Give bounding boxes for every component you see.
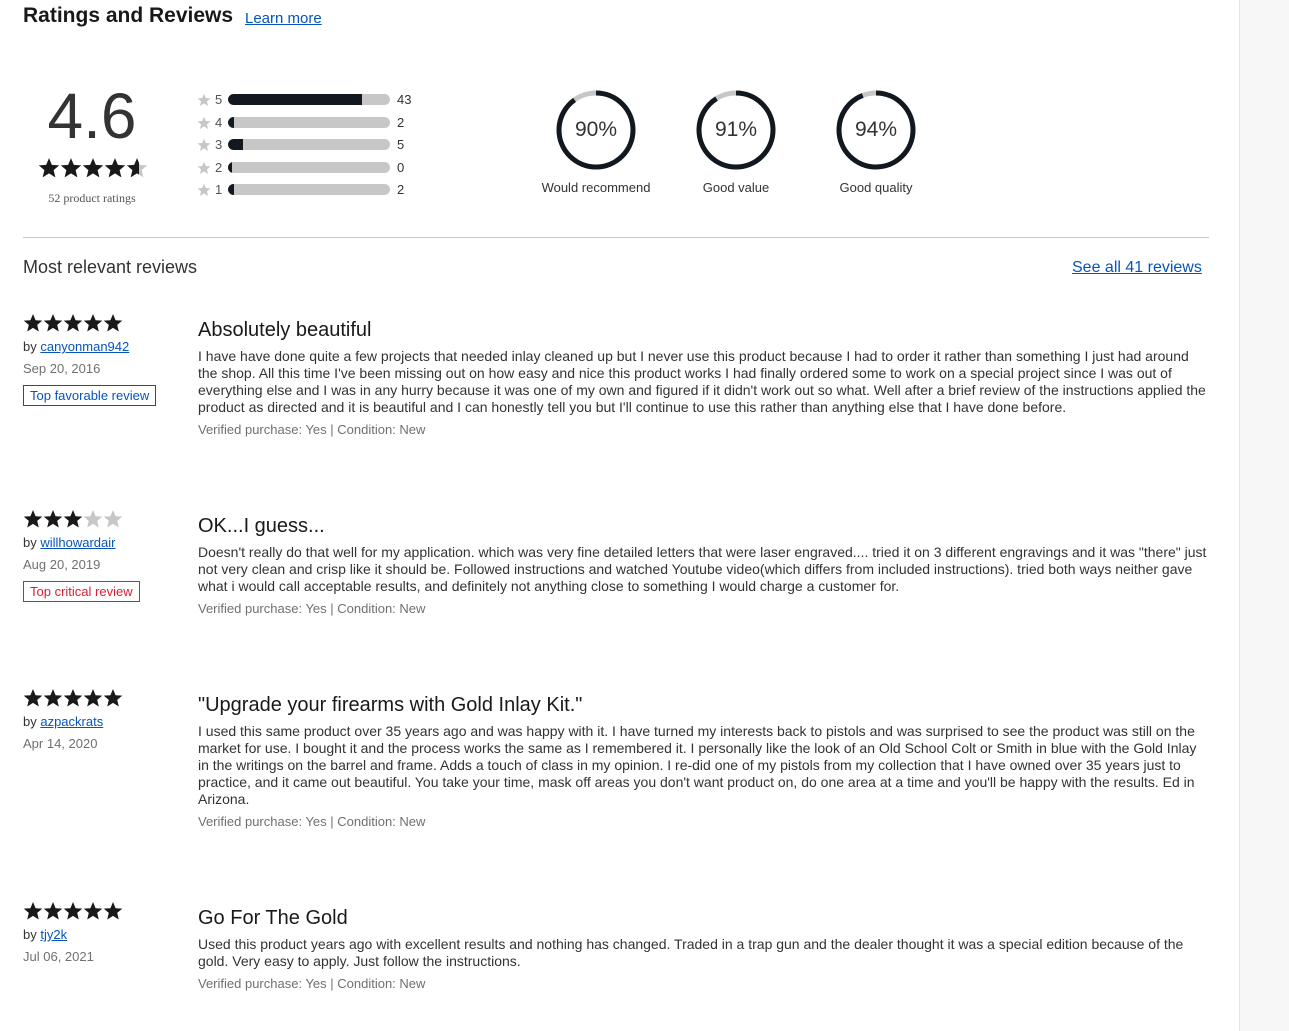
review-body: I have have done quite a few projects that needed inlay cleaned up but I never use this product because I had to order it rather than something I just had around the shop. All this time I've been missing out on how easy and nice this product works I had finally ordered some to work on a special project since I was out of everything else and I was in any hurry because it was one of my own and figured if it didn't work out so what. Well after a brief review of the instructions applied the product as directed and it is beautiful and I can honestly tell you but I'll continue to use this rather than anything else that I have done before. [198, 348, 1206, 415]
average-rating: 4.6 [47, 80, 137, 152]
star-icon [23, 313, 43, 333]
histogram-bar [228, 94, 390, 105]
review-author-line [23, 535, 115, 550]
histogram-row-1 [197, 181, 457, 199]
histogram-bar [228, 139, 390, 150]
star-icon [103, 509, 123, 529]
attribute-label: Good value [702, 180, 770, 195]
histogram-bar-fill [228, 94, 362, 105]
attribute-ring [835, 89, 917, 171]
star-icon [63, 901, 83, 921]
attribute-percent: 90% [574, 118, 618, 141]
average-stars [38, 157, 148, 179]
review-body: I used this same product over 35 years ago and was happy with it. I have turned my interests back to pistols and was surprised to see the product was still on the market for use. I bought it and the process works the same as I remembered it. I personally like the look of an Old School Colt or Smith in blue with the Gold Inlay in the writings on the barrel and frame. Adds a touch of class in my opinion. I re-did one of my pistols from my collection that I have owned over 35 years just to practice, and it came out beautiful. You take your time, mask off areas you don't want product on, do one area at a time and you'll be happy with the results. Ed in Arizona. [198, 723, 1197, 807]
star-icon [83, 509, 103, 529]
divider [23, 237, 1209, 238]
histogram-bar [228, 162, 390, 173]
attribute-percent: 94% [854, 118, 898, 141]
histogram-star-label: 2 [215, 159, 223, 175]
review-date: Jul 06, 2021 [23, 949, 94, 964]
ratings-count: 52 product ratings [48, 191, 136, 205]
histogram-bar-fill [228, 139, 243, 150]
attribute-label: Would recommend [541, 180, 651, 195]
review-title: Absolutely beautiful [198, 319, 372, 341]
histogram-bar [228, 184, 390, 195]
histogram-star-label: 1 [215, 182, 223, 197]
star-icon [43, 509, 63, 529]
by-label: by [23, 714, 41, 729]
review-author-link[interactable]: canyonman942 [40, 339, 130, 354]
most-relevant-heading: Most relevant reviews [23, 257, 198, 277]
histogram-row-3 [197, 136, 457, 154]
review-stars [23, 509, 123, 529]
review-title: OK...I guess... [198, 515, 325, 537]
histogram-count: 2 [397, 114, 405, 130]
review-meta: Verified purchase: Yes | Condition: New [198, 422, 426, 437]
star-icon [23, 509, 43, 529]
star-icon [23, 688, 43, 708]
review-stars [23, 901, 123, 921]
star-icon [83, 901, 103, 921]
review-stars [23, 688, 123, 708]
review-date: Sep 20, 2016 [23, 361, 101, 376]
histogram-bar-fill [228, 117, 234, 128]
histogram-count: 2 [397, 182, 405, 197]
histogram-count: 0 [397, 159, 405, 175]
histogram-row-4 [197, 114, 457, 132]
top-critical-badge: Top critical review [23, 581, 140, 602]
review-author-link[interactable]: azpackrats [40, 714, 104, 729]
learn-more-link[interactable]: Learn more [245, 10, 322, 27]
by-label: by [23, 927, 41, 942]
review-date: Aug 20, 2019 [23, 557, 101, 572]
star-icon [103, 901, 123, 921]
review-author-link[interactable]: willhowardair [40, 535, 116, 550]
review-date: Apr 14, 2020 [23, 736, 98, 751]
histogram-bar-fill [228, 184, 234, 195]
histogram-bar [228, 117, 390, 128]
star-icon [197, 93, 211, 107]
star-icon [63, 509, 83, 529]
histogram-bar-fill [228, 162, 232, 173]
review-title: Go For The Gold [198, 907, 348, 929]
review-author-line [23, 714, 103, 729]
review-author-line [23, 927, 67, 942]
by-label: by [23, 339, 41, 354]
star-icon [126, 157, 148, 179]
star-icon [43, 313, 63, 333]
star-icon [43, 688, 63, 708]
star-icon [197, 116, 211, 130]
star-icon [197, 161, 211, 175]
histogram-row-2 [197, 159, 457, 177]
star-icon [38, 157, 60, 179]
attribute-ring [695, 89, 777, 171]
attribute-label: Good quality [839, 180, 913, 195]
star-icon [197, 183, 211, 197]
page-gutter [1239, 0, 1289, 1031]
review-meta: Verified purchase: Yes | Condition: New [198, 814, 426, 829]
star-icon [43, 901, 63, 921]
star-icon [82, 157, 104, 179]
star-icon [83, 688, 103, 708]
by-label: by [23, 535, 41, 550]
review-author-line [23, 339, 129, 354]
histogram-star-label: 3 [215, 137, 223, 152]
see-all-reviews-link[interactable]: See all 41 reviews [1072, 259, 1202, 276]
review-stars [23, 313, 123, 333]
histogram-row-5 [197, 91, 457, 109]
star-icon [63, 688, 83, 708]
star-icon [60, 157, 82, 179]
star-icon [23, 901, 43, 921]
star-icon [197, 138, 211, 152]
histogram-star-label: 5 [215, 92, 223, 107]
star-icon [103, 688, 123, 708]
review-author-link[interactable]: tjy2k [40, 927, 68, 942]
review-meta: Verified purchase: Yes | Condition: New [198, 601, 426, 616]
histogram-count: 43 [397, 92, 412, 107]
review-body: Doesn't really do that well for my application. which was very fine detailed letters that were laser engraved.... tried it on 3 different engravings and it was "there" just not very clean and crisp like it should be. Followed instructions and watched Youtube video(which differs from included instructions). tried both ways neither gave what i would call acceptable results, and definitely not anything close to something I would charge a customer for. [198, 544, 1207, 594]
attribute-percent: 91% [714, 118, 758, 141]
star-icon [83, 313, 103, 333]
review-title: "Upgrade your firearms with Gold Inlay Kit." [198, 694, 583, 716]
section-title: Ratings and Reviews [23, 4, 234, 27]
review-body: Used this product years ago with excellent results and nothing has changed. Traded in a trap gun and the dealer thought it was a special edition because of the gold. Very easy to apply. Just follow the instructions. [198, 936, 1184, 969]
star-icon [63, 313, 83, 333]
attribute-ring [555, 89, 637, 171]
review-meta: Verified purchase: Yes | Condition: New [198, 976, 426, 991]
star-icon [104, 157, 126, 179]
histogram-star-label: 4 [215, 114, 223, 130]
star-icon [103, 313, 123, 333]
top-favorable-badge: Top favorable review [23, 385, 156, 406]
histogram-count: 5 [397, 137, 405, 152]
